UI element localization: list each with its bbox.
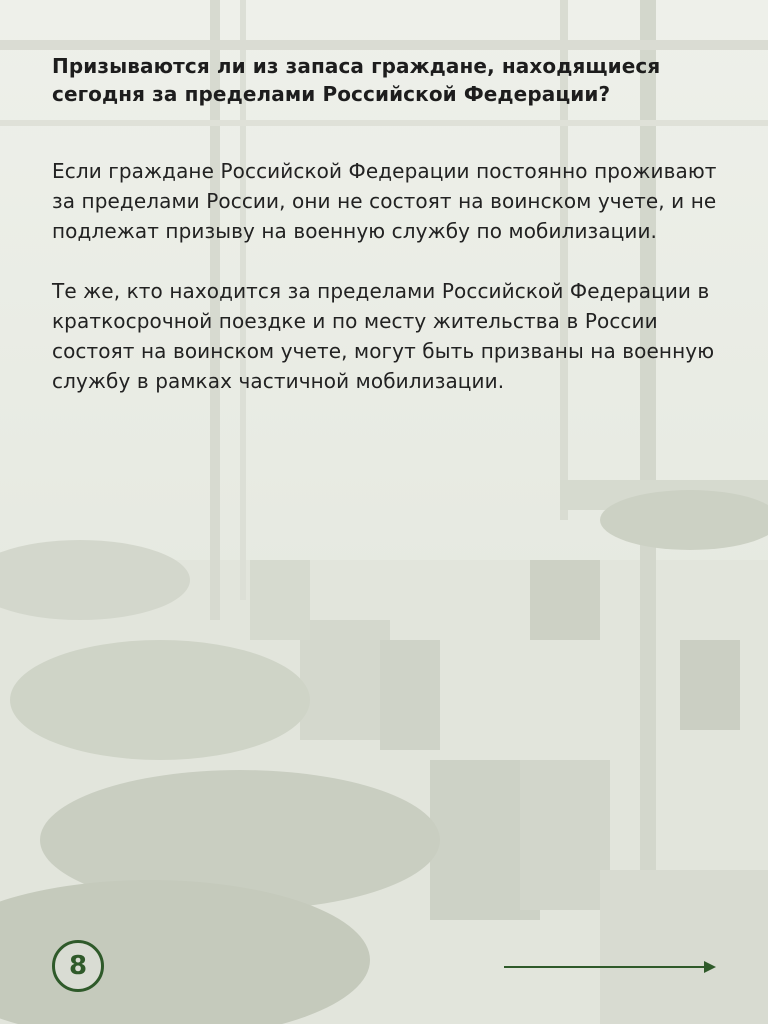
article-title: Призываются ли из запаса граждане, находящиеся сегодня за пределами Российской Федерации?: [52, 54, 661, 106]
page-number-badge: [52, 940, 104, 992]
article: [52, 52, 722, 396]
page-number: 8: [68, 951, 88, 981]
article-paragraph-2: Те же, кто находится за пределами Российской Федерации в краткосрочной поездке и по месту жительства в России состоят на воинском учете, могут быть призваны на военную службу в рамках частичной мобилизации.: [52, 279, 715, 393]
article-paragraph-1: Если граждане Российской Федерации постоянно проживают за пределами России, они не состоят на воинском учете, и не подлежат призыву на военную службу по мобилизации.: [52, 159, 717, 243]
arrow-right-icon: [504, 956, 718, 978]
next-page-button[interactable]: [504, 956, 718, 982]
